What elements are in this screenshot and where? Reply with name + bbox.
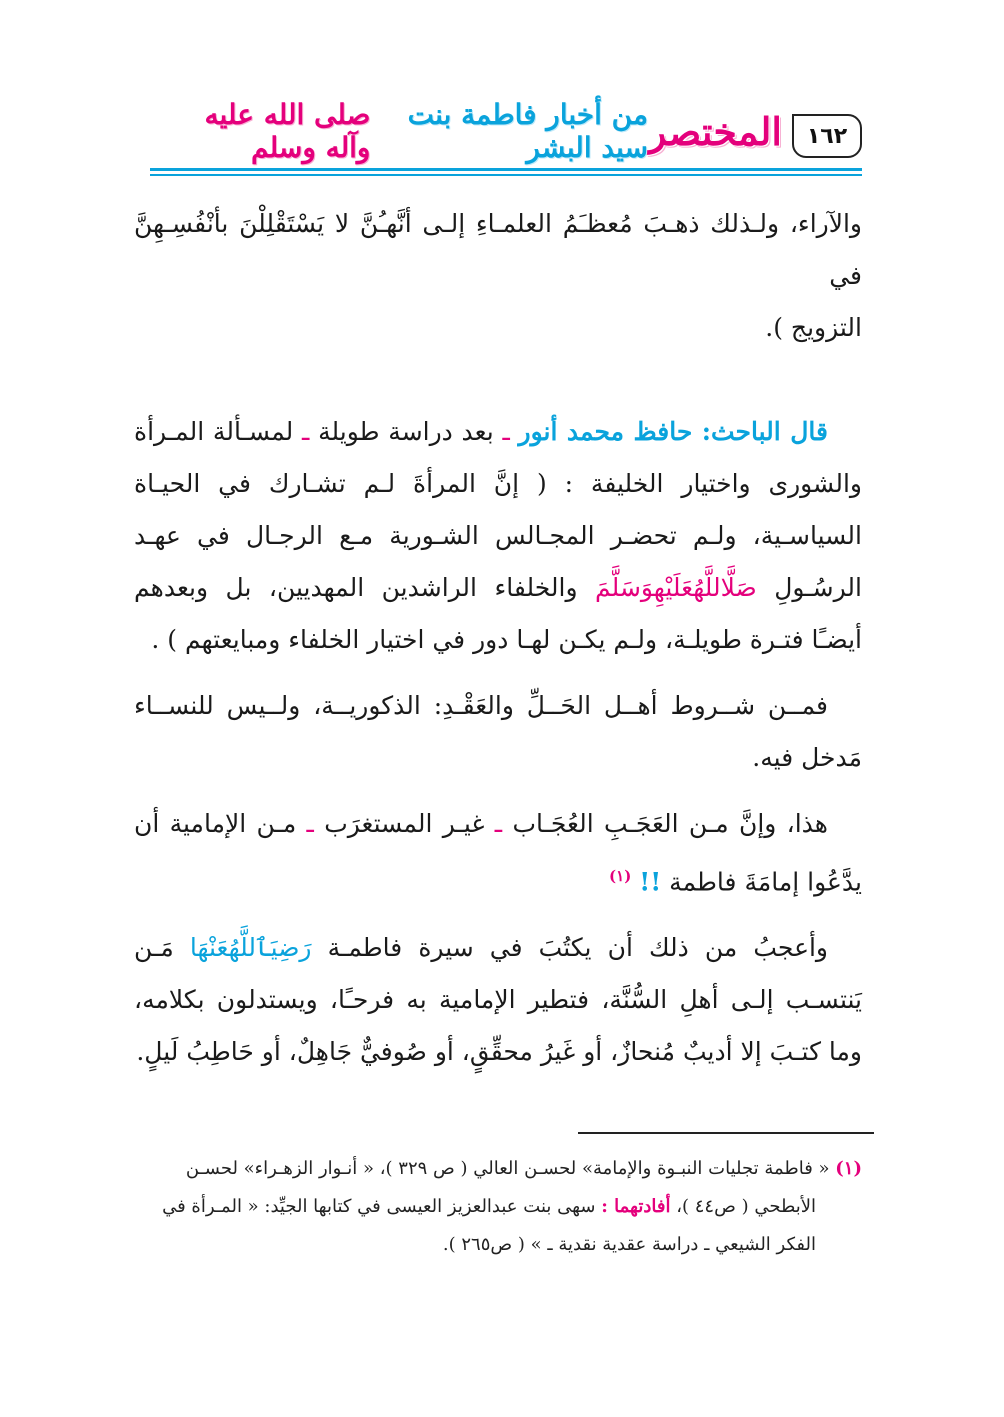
paragraph-4 <box>134 798 862 908</box>
header-divider-top <box>150 168 862 171</box>
p4-line-1-c: مـن الإمامية أن <box>134 809 297 838</box>
paragraph-gap <box>134 908 862 922</box>
p2-line-2: والشورى واختيار الخليفة : ( إنَّ المرأةَ لـم تشـارك في الحيـاة السياسـية، ولـم <box>134 469 862 550</box>
footnote-line-1 <box>134 1150 862 1188</box>
p3-line-2: مَدخل فيه. <box>752 743 862 772</box>
p2-line-4: والخلفاء الراشدين المهديين، بل وبعدهم أيضـًا فتـرة طويلـة، ولـم يكـن لهـا <box>134 573 862 654</box>
main-text <box>134 198 862 1078</box>
footnote-line-3: الفكر الشيعي ـ دراسة عقدية نقدية ـ » ( ص٢٦٥ ). <box>442 1234 816 1255</box>
footnote-text-1: « فاطمة تجليات النبـوة والإمامة» لحسـن العالي ( ص ٣٢٩ )، « أنـوار الزهـراء» لحسـن <box>185 1158 830 1179</box>
footnote-number: (١) <box>835 1158 862 1179</box>
footnote-separator <box>578 1132 874 1134</box>
p2-line-1-end: لمسـألة المـرأة <box>134 417 294 446</box>
p1-line-2: التزويج ). <box>765 313 862 342</box>
researcher-name: قال الباحث: حافظ محمد أنور <box>518 417 828 446</box>
p4-line-2: يدَّعُوا إمامَةَ فاطمة <box>669 867 862 897</box>
p2-line-5: دور في اختيار الخلفاء ومبايعتهم ) . <box>151 625 509 654</box>
paragraph-gap <box>134 666 862 680</box>
paragraph-3 <box>134 680 862 784</box>
p2-line-3: تحضـر المجـالس الشـورية مـع الرجـال في عهـد الرسُـولِ <box>134 521 862 602</box>
paragraph-5 <box>134 922 862 1078</box>
book-title-banner <box>150 96 782 166</box>
p4-line-1-a: هذا، وإنَّ مـن العَجَـبِ العُجَـاب <box>512 809 828 838</box>
dash-marker: ـ <box>302 417 310 446</box>
page-number: ١٦٢ <box>792 114 862 158</box>
dash-marker: ـ <box>494 809 503 838</box>
footnote-text-2a: الأبطحي ( ص٤٤ )، <box>676 1196 816 1217</box>
footnote-reference[interactable]: (١) <box>609 867 632 885</box>
p5-line-1-b: مَـن يَنتسـب إلـى <box>134 933 862 1015</box>
prophet-salutation: صَلَّاللَّهُعَلَيْهِوَسَلَّمَ <box>595 573 757 602</box>
p2-line-1-mid: بعد دراسة طويلة <box>318 417 494 446</box>
p4-line-1-b: غيـر المستغرَب <box>324 809 485 838</box>
paragraph-gap <box>134 354 862 406</box>
header-divider-bottom <box>150 174 862 176</box>
paragraph-2 <box>134 406 862 666</box>
dash-marker: ـ <box>502 417 510 446</box>
honorific-blessing: رَضِيَٱللَّهُعَنْهَا <box>189 933 312 963</box>
paragraph-1 <box>134 198 862 354</box>
book-subtitle: من أخبار فاطمة بنت سيد البشر <box>407 98 648 164</box>
footnote-attribution: أفادتهما : <box>601 1196 671 1217</box>
book-title: المختصر <box>647 108 782 154</box>
exclamation-marks: !! <box>639 867 662 897</box>
p5-line-1-a: وأعجبُ من ذلك أن يكتُبَ في سيرة فاطمـة <box>327 933 828 963</box>
dash-marker: ـ <box>306 809 314 838</box>
p3-line-1: فمــن شــروط أهــل الحَــلِّ والعَقْـدِ: الذكوريــة، ولــيس للنســاء <box>134 691 828 720</box>
page-header <box>150 96 862 168</box>
paragraph-gap <box>134 784 862 798</box>
title-salutation: صلى الله عليه وآله وسلم <box>204 98 371 164</box>
p1-line-1: والآراء، ولـذلك ذهـبَ مُعظـَمُ العلمـاءِ إلـى أنَّهـُنَّ لا يَسْتَقْلِلْنَ بأنْفُسِـهِنَّ في <box>134 209 862 290</box>
p5-line-3: مُنحازٌ، أو غَيرُ محقِّقٍ، أو صُوفيٌّ جَاهِلٌ، أو حَاطِبُ لَيلٍ. <box>136 1037 676 1067</box>
footnote-line-2 <box>134 1188 862 1226</box>
footnote-text-2b: سهى بنت عبدالعزيز العيسى في كتابها الجيِّد: « المـرأة في <box>162 1196 596 1217</box>
p5-line-2: أهلِ السُّنَّة، فتطير الإمامية به فرحـًا، ويستدلون بكلامه، وما كتـبَ إلا أديبٌ <box>134 985 862 1067</box>
footnote <box>134 1150 862 1264</box>
